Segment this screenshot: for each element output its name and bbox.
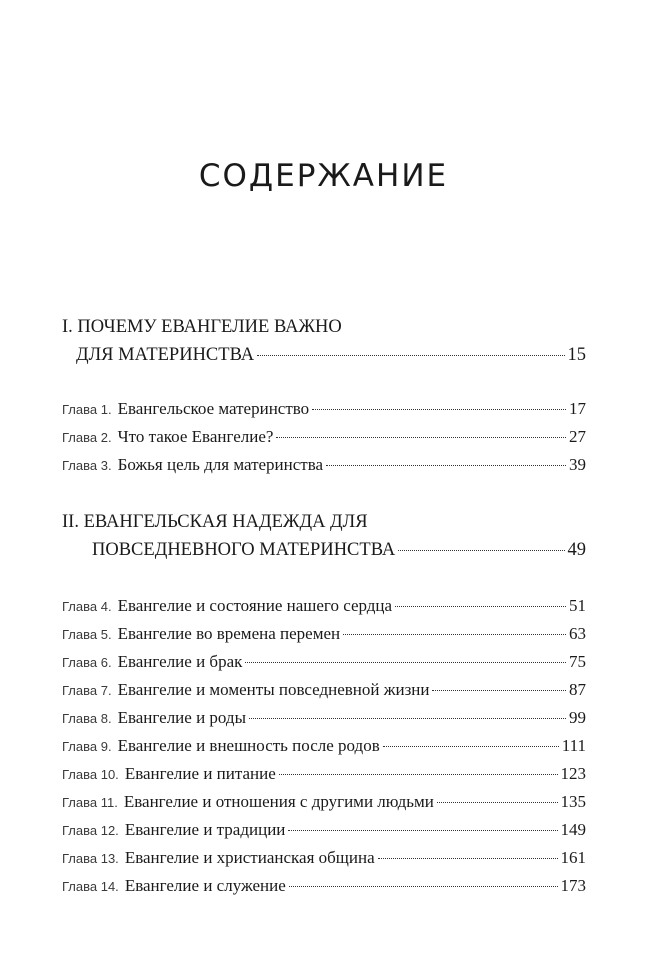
dot-leader — [257, 355, 564, 356]
chapter-label: Глава 9. — [62, 739, 112, 754]
page-number: 135 — [560, 792, 586, 811]
chapter-label: Глава 13. — [62, 851, 119, 866]
chapter-label: Глава 1. — [62, 402, 112, 417]
part-title-line1: I. ПОЧЕМУ ЕВАНГЕЛИЕ ВАЖНО — [62, 317, 342, 337]
page-number: 123 — [560, 764, 586, 783]
chapter-label: Глава 4. — [62, 599, 112, 614]
dot-leader — [249, 718, 566, 719]
page-number: 111 — [561, 736, 586, 755]
chapter-title: Евангелие и роды — [117, 708, 247, 727]
chapter-label: Глава 3. — [62, 458, 112, 473]
chapter-title: Евангелие и отношения с другими людьми — [123, 792, 434, 811]
dot-leader — [437, 802, 558, 803]
toc-entry-3[interactable] — [62, 451, 586, 479]
part-heading-1 — [62, 313, 586, 369]
chapter-label: Глава 6. — [62, 655, 112, 670]
toc-entry-10[interactable] — [62, 760, 586, 788]
chapter-title: Евангелие и внешность после родов — [117, 736, 380, 755]
chapter-title: Евангелие и моменты повседневной жизни — [117, 680, 430, 699]
toc-entry-14[interactable] — [62, 872, 586, 900]
page-number: 49 — [567, 540, 586, 560]
chapter-title: Евангелие и христианская община — [124, 848, 375, 867]
part-title-line2: ПОВСЕДНЕВНОГО МАТЕРИНСТВА — [92, 540, 396, 560]
dot-leader — [395, 606, 566, 607]
chapter-title: Евангельское материнство — [117, 399, 310, 418]
part-title-line2-row — [62, 536, 586, 564]
chapter-label: Глава 7. — [62, 683, 112, 698]
page-number: 161 — [560, 848, 586, 867]
chapter-label: Глава 5. — [62, 627, 112, 642]
chapter-title: Евангелие и состояние нашего сердца — [117, 596, 393, 615]
dot-leader — [383, 746, 559, 747]
page-number: 15 — [567, 345, 586, 365]
toc-entry-9[interactable] — [62, 732, 586, 760]
chapter-label: Глава 2. — [62, 430, 112, 445]
page-number: 27 — [569, 427, 586, 446]
dot-leader — [326, 465, 566, 466]
part-title-line1: II. ЕВАНГЕЛЬСКАЯ НАДЕЖДА ДЛЯ — [62, 512, 368, 532]
chapter-label: Глава 10. — [62, 767, 119, 782]
page-number: 39 — [569, 455, 586, 474]
chapter-title: Евангелие и служение — [124, 876, 286, 895]
part-title-line2-row — [62, 341, 586, 369]
dot-leader — [245, 662, 566, 663]
dot-leader — [398, 550, 564, 551]
page-number: 149 — [560, 820, 586, 839]
toc-entry-5[interactable] — [62, 620, 586, 648]
dot-leader — [312, 409, 566, 410]
chapter-title: Евангелие и питание — [124, 764, 276, 783]
chapter-title: Евангелие и традиции — [124, 820, 286, 839]
toc-entry-12[interactable] — [62, 816, 586, 844]
chapter-label: Глава 14. — [62, 879, 119, 894]
toc-entry-1[interactable] — [62, 395, 586, 423]
toc-entry-2[interactable] — [62, 423, 586, 451]
chapter-title: Евангелие и брак — [117, 652, 243, 671]
page-number: 75 — [569, 652, 586, 671]
dot-leader — [432, 690, 566, 691]
chapter-title: Что такое Евангелие? — [117, 427, 274, 446]
chapter-title: Божья цель для материнства — [117, 455, 324, 474]
chapter-label: Глава 11. — [62, 795, 118, 810]
dot-leader — [276, 437, 566, 438]
part-title-line2: ДЛЯ МАТЕРИНСТВА — [76, 345, 255, 365]
dot-leader — [288, 830, 557, 831]
toc-entry-4[interactable] — [62, 592, 586, 620]
page-number: 99 — [569, 708, 586, 727]
dot-leader — [279, 774, 558, 775]
chapter-label: Глава 8. — [62, 711, 112, 726]
dot-leader — [343, 634, 566, 635]
toc-entry-11[interactable] — [62, 788, 586, 816]
toc-entry-13[interactable] — [62, 844, 586, 872]
page-number: 17 — [569, 399, 586, 418]
dot-leader — [289, 886, 558, 887]
chapter-label: Глава 12. — [62, 823, 119, 838]
page-number: 173 — [560, 876, 586, 895]
part-heading-2 — [62, 508, 586, 564]
page-title: СОДЕРЖАНИЕ — [198, 158, 449, 194]
page-number: 87 — [569, 680, 586, 699]
toc-entry-6[interactable] — [62, 648, 586, 676]
toc-entry-7[interactable] — [62, 676, 586, 704]
page-number: 63 — [569, 624, 586, 643]
chapter-title: Евангелие во времена перемен — [117, 624, 341, 643]
page-number: 51 — [569, 596, 586, 615]
toc-entry-8[interactable] — [62, 704, 586, 732]
dot-leader — [378, 858, 558, 859]
